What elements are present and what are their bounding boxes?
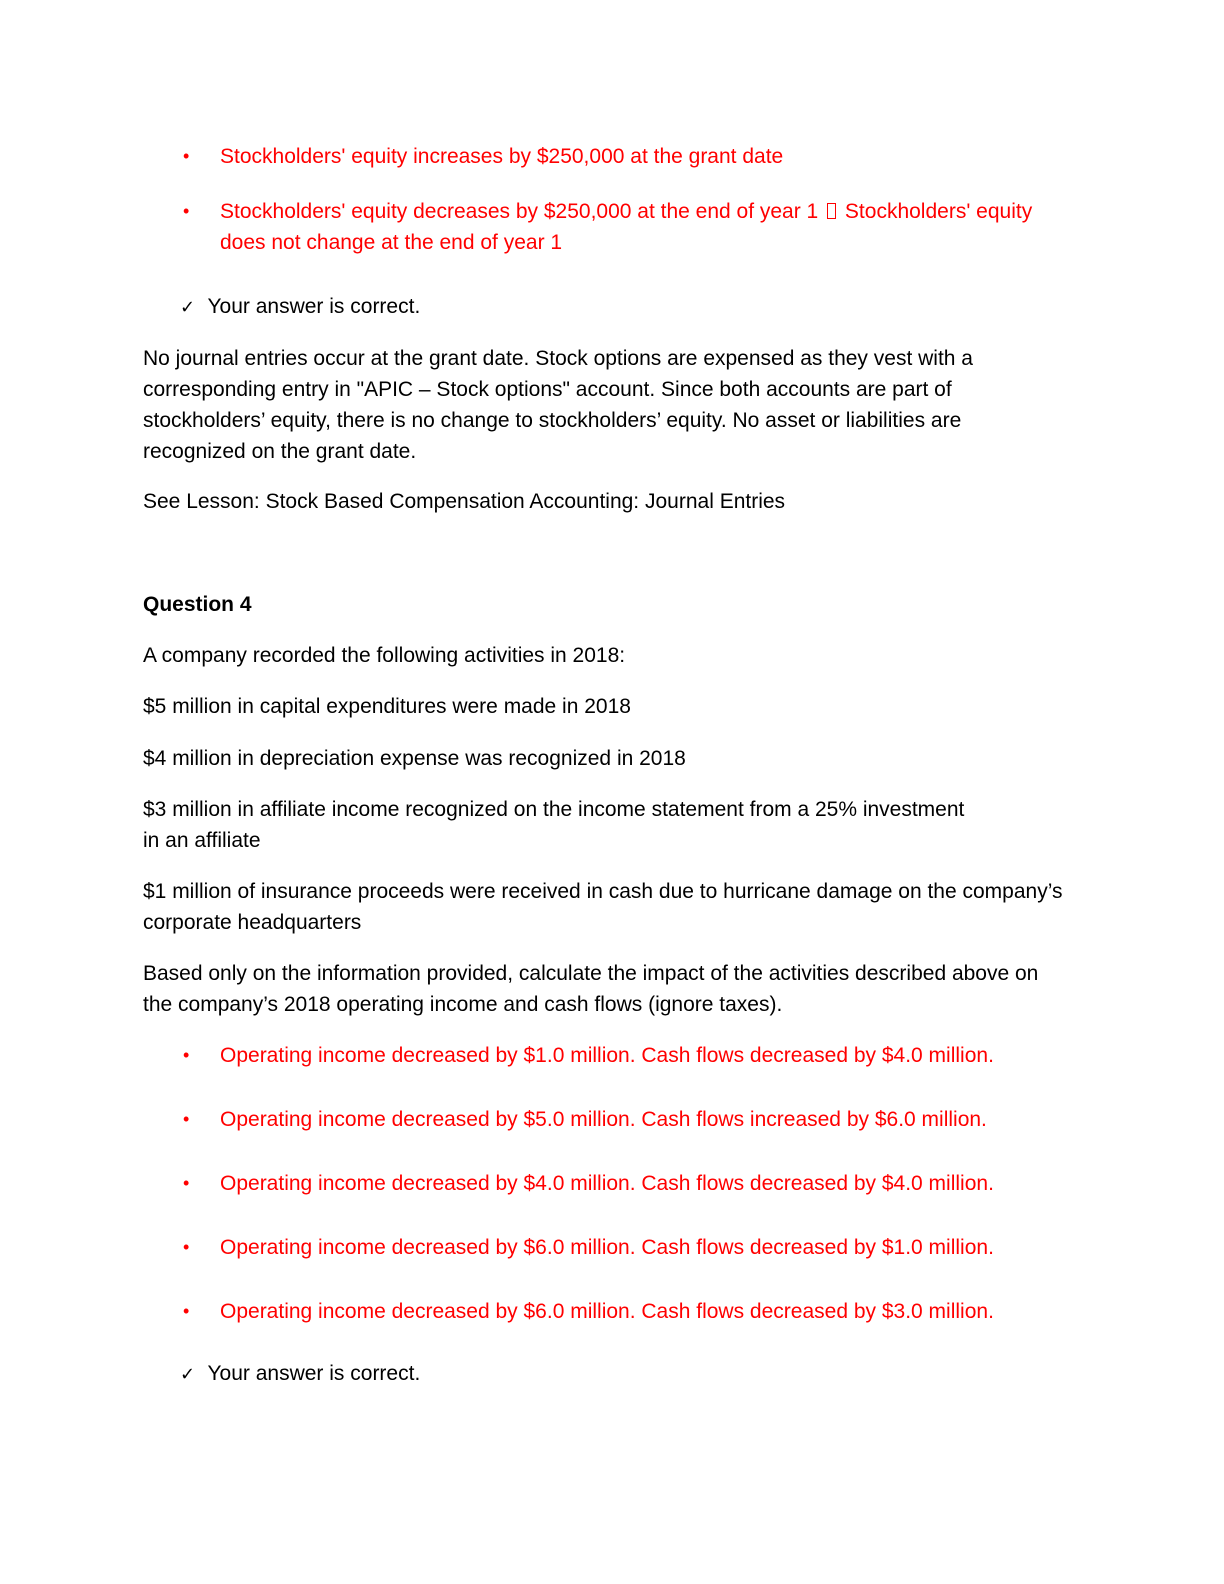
option-text: Operating income decreased by $6.0 million. Cash flows decreased by $3.0 million. — [220, 1300, 994, 1323]
activity-item: $4 million in depreciation expense was recognized in 2018 — [143, 747, 686, 770]
option-text: Operating income decreased by $5.0 million. Cash flows increased by $6.0 million. — [220, 1108, 987, 1131]
explanation-paragraph: No journal entries occur at the grant date. Stock options are expensed as they vest with a corresponding entry in "APIC – Stock options" account. Since both accounts are part of stockholders’ equity, there is no change to stockholders’ equity. No asset or liabilities are recognized on the grant date. — [143, 347, 973, 463]
option-item[interactable] — [143, 1104, 1043, 1168]
bullet-icon: • — [183, 1173, 190, 1193]
option-item[interactable] — [143, 1232, 1043, 1296]
option-item[interactable] — [143, 141, 1073, 172]
bullet-icon: • — [183, 146, 190, 166]
question-intro: A company recorded the following activities in 2018: — [143, 644, 626, 667]
feedback-correct — [143, 291, 1080, 323]
option-text: Operating income decreased by $6.0 million. Cash flows decreased by $1.0 million. — [220, 1236, 994, 1259]
feedback-text: Your answer is correct. — [207, 1362, 421, 1385]
question4-options — [143, 1040, 1043, 1360]
feedback-correct — [143, 1358, 1080, 1390]
prev-question-options — [143, 141, 1073, 172]
bullet-icon: • — [183, 201, 190, 221]
activity-item: $3 million in affiliate income recognized on the income statement from a 25% investment in an affiliate — [143, 798, 965, 852]
missing-glyph-box-icon — [827, 203, 836, 219]
check-mark-icon: ✓ — [180, 297, 196, 317]
bullet-icon: • — [183, 1301, 190, 1321]
option-item[interactable] — [143, 1296, 1043, 1360]
feedback-text: Your answer is correct. — [207, 295, 421, 318]
option-item[interactable] — [143, 1040, 1043, 1104]
option-text-part-1: Stockholders' equity decreases by $250,000 at the end of year 1 — [220, 200, 819, 223]
activity-item: $5 million in capital expenditures were made in 2018 — [143, 695, 631, 718]
check-mark-icon: ✓ — [180, 1364, 196, 1384]
option-text-part-2: Stockholders' equity does not change at the end of year 1 — [220, 200, 1033, 254]
prev-question-options-2 — [143, 196, 1073, 258]
activity-item: $1 million of insurance proceeds were received in cash due to hurricane damage on the company’s corporate headquarters — [143, 880, 1063, 934]
see-lesson-link[interactable]: See Lesson: Stock Based Compensation Accounting: Journal Entries — [143, 490, 786, 513]
option-item[interactable] — [143, 196, 1073, 258]
bullet-icon: • — [183, 1045, 190, 1065]
option-text: Operating income decreased by $1.0 million. Cash flows decreased by $4.0 million. — [220, 1044, 994, 1067]
option-item[interactable] — [143, 1168, 1043, 1232]
question-prompt: Based only on the information provided, calculate the impact of the activities described above on the company’s 2018 operating income and cash flows (ignore taxes). — [143, 962, 1039, 1016]
question-title: Question 4 — [143, 593, 252, 616]
option-text: Stockholders' equity increases by $250,000 at the grant date — [220, 145, 784, 168]
option-text: Operating income decreased by $4.0 million. Cash flows decreased by $4.0 million. — [220, 1172, 994, 1195]
bullet-icon: • — [183, 1237, 190, 1257]
bullet-icon: • — [183, 1109, 190, 1129]
